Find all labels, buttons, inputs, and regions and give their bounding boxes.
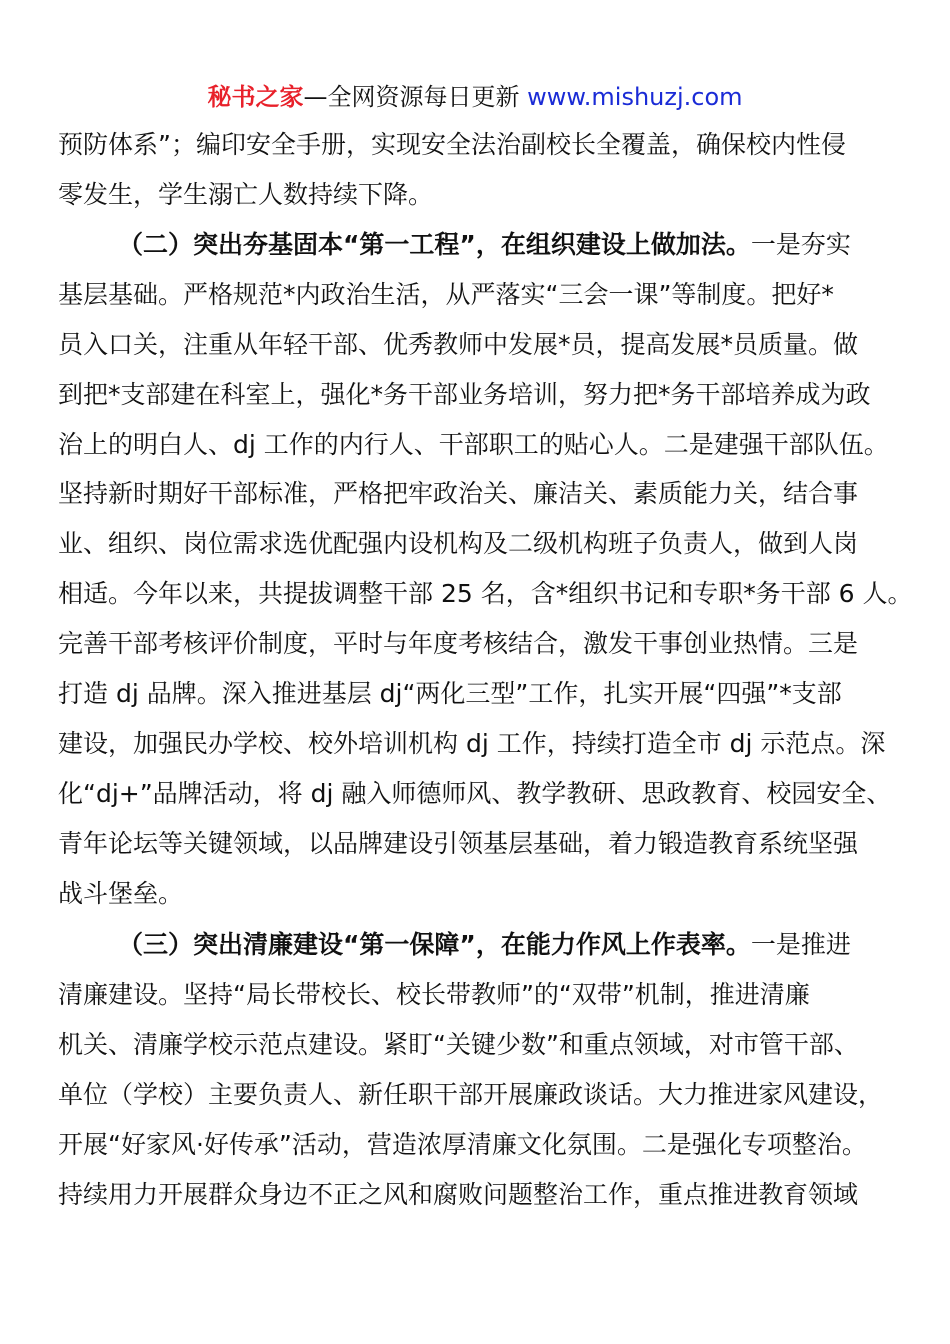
body-text: 治上的明白人、dj 工作的内行人、干部职工的贴心人。二是建强干部队伍。	[58, 430, 889, 459]
body-text: 零发生，学生溺亡人数持续下降。	[58, 180, 434, 209]
text-line	[58, 178, 433, 212]
text-line	[58, 877, 183, 911]
body-text: 清廉建设。坚持“局长带校长、校长带教师”的“双带”机制，推进清廉	[58, 980, 810, 1009]
text-line	[58, 777, 891, 811]
text-line	[58, 727, 885, 761]
text-line	[58, 577, 913, 611]
body-text: 战斗堡垒。	[58, 879, 184, 908]
text-line	[58, 428, 889, 462]
text-line	[58, 328, 858, 362]
body-text: 打造 dj 品牌。深入推进基层 dj“两化三型”工作，扎实开展“四强”*支部	[58, 679, 842, 708]
body-text: 持续用力开展群众身边不正之风和腐败问题整治工作，重点推进教育领域	[58, 1180, 859, 1209]
text-line	[58, 827, 858, 861]
text-line	[58, 627, 858, 661]
header-tagline: —全网资源每日更新	[303, 83, 528, 111]
body-text: 建设，加强民办学校、校外培训机构 dj 工作，持续打造全市 dj 示范点。深	[58, 729, 886, 758]
text-line	[118, 228, 851, 262]
body-text: 坚持新时期好干部标准，严格把牢政治关、廉洁关、素质能力关，结合事	[58, 479, 859, 508]
header-url[interactable]: www.mishuzj.com	[527, 83, 743, 111]
header-brand: 秘书之家	[207, 83, 304, 111]
body-text: 预防体系”；编印安全手册，实现安全法治副校长全覆盖，确保校内性侵	[58, 130, 846, 159]
text-line	[58, 527, 858, 561]
text-line	[58, 1028, 859, 1062]
text-line	[58, 1178, 858, 1212]
text-line	[58, 477, 858, 511]
body-text: 单位（学校）主要负责人、新任职干部开展廉政谈话。大力推进家风建设，	[58, 1080, 884, 1109]
text-line	[58, 677, 842, 711]
body-text: 业、组织、岗位需求选优配强内设机构及二级机构班子负责人，做到人岗	[58, 529, 859, 558]
bold-heading-text: （三）突出清廉建设“第一保障”，在能力作风上作表率。	[118, 930, 751, 959]
body-text: 化“dj+”品牌活动，将 dj 融入师德师风、教学教研、思政教育、校园安全、	[58, 779, 892, 808]
body-text: 到把*支部建在科室上，强化*务干部业务培训，努力把*务干部培养成为政	[58, 380, 871, 409]
text-line	[58, 978, 810, 1012]
body-text: 机关、清廉学校示范点建设。紧盯“关键少数”和重点领域，对市管干部、	[58, 1030, 859, 1059]
text-line	[58, 1128, 867, 1162]
body-text: 基层基础。严格规范*内政治生活，从严落实“三会一课”等制度。把好*	[58, 280, 834, 309]
text-line	[118, 928, 851, 962]
text-line	[58, 278, 834, 312]
bold-heading-text: （二）突出夯基固本“第一工程”，在组织建设上做加法。	[118, 230, 751, 259]
body-text: 一是夯实	[750, 230, 851, 259]
body-text: 完善干部考核评价制度，平时与年度考核结合，激发干事创业热情。三是	[58, 629, 859, 658]
text-line	[58, 128, 846, 162]
text-line	[58, 378, 871, 412]
watermark-header	[0, 80, 950, 114]
body-text: 青年论坛等关键领域，以品牌建设引领基层基础，着力锻造教育系统坚强	[58, 829, 859, 858]
body-text: 员入口关，注重从年轻干部、优秀教师中发展*员，提高发展*员质量。做	[58, 330, 859, 359]
body-text: 一是推进	[750, 930, 851, 959]
text-line	[58, 1078, 883, 1112]
body-text: 相适。今年以来，共提拔调整干部 25 名，含*组织书记和专职*务干部 6 人。	[58, 579, 913, 608]
body-text: 开展“好家风·好传承”活动，营造浓厚清廉文化氛围。二是强化专项整治。	[58, 1130, 867, 1159]
